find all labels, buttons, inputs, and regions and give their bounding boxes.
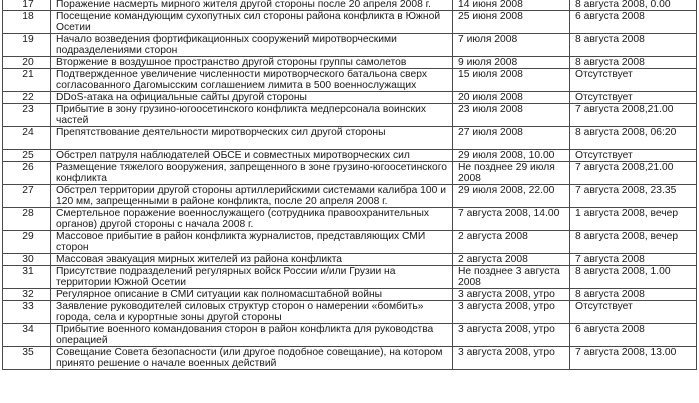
table-row <box>3 104 697 127</box>
start-date: 23 июля 2008 <box>453 104 570 127</box>
table-row <box>3 69 697 92</box>
end-date: Отсутствует <box>570 92 697 104</box>
start-date: 3 августа 2008, утро <box>453 289 570 301</box>
end-date: 1 августа 2008, вечер <box>570 208 697 231</box>
start-date: Не позднее 3 августа 2008 <box>453 266 570 289</box>
row-number: 19 <box>3 34 51 57</box>
end-date: 8 августа 2008 <box>570 34 697 57</box>
event-description: Массовая эвакуация мирных жителей из района конфликта <box>51 254 453 266</box>
row-number: 17 <box>3 0 51 11</box>
end-date: 8 августа 2008, 06:20 <box>570 127 697 150</box>
table-row <box>3 0 697 11</box>
row-number: 27 <box>3 185 51 208</box>
events-table <box>2 0 697 370</box>
start-date: 29 июля 2008, 22.00 <box>453 185 570 208</box>
end-date: 8 августа 2008, 1.00 <box>570 266 697 289</box>
table-row <box>3 162 697 185</box>
table-row <box>3 324 697 347</box>
start-date: 2 августа 2008 <box>453 254 570 266</box>
row-number: 21 <box>3 69 51 92</box>
start-date: 3 августа 2008, утро <box>453 301 570 324</box>
row-number: 20 <box>3 57 51 69</box>
end-date: 7 августа 2008, 23.35 <box>570 185 697 208</box>
event-description: Заявление руководителей силовых структур сторон о намерении «бомбить» города, села и курортные зоны другой стороны <box>51 301 453 324</box>
row-number: 29 <box>3 231 51 254</box>
end-date: 8 августа 2008, 0.00 <box>570 0 697 11</box>
row-number: 30 <box>3 254 51 266</box>
table-row <box>3 92 697 104</box>
event-description: Обстрел патруля наблюдателей ОБСЕ и совместных миротворческих сил <box>51 150 453 162</box>
table-row <box>3 289 697 301</box>
start-date: 15 июля 2008 <box>453 69 570 92</box>
event-description: Регулярное описание в СМИ ситуации как полномасштабной войны <box>51 289 453 301</box>
start-date: 20 июля 2008 <box>453 92 570 104</box>
table-body <box>3 0 697 370</box>
end-date: 8 августа 2008 <box>570 57 697 69</box>
table-row <box>3 231 697 254</box>
table-row <box>3 127 697 150</box>
start-date: 25 июня 2008 <box>453 11 570 34</box>
end-date: 7 августа 2008, 13.00 <box>570 347 697 370</box>
event-description: Препятствование деятельности миротворческих сил другой стороны <box>51 127 453 150</box>
start-date: 9 июля 2008 <box>453 57 570 69</box>
row-number: 32 <box>3 289 51 301</box>
start-date: 27 июля 2008 <box>453 127 570 150</box>
table-row <box>3 254 697 266</box>
start-date: Не позднее 29 июля 2008 <box>453 162 570 185</box>
row-number: 28 <box>3 208 51 231</box>
event-description: Размещение тяжелого вооружения, запрещенного в зоне грузино-югоосетинского конфликта <box>51 162 453 185</box>
start-date: 3 августа 2008, утро <box>453 347 570 370</box>
row-number: 26 <box>3 162 51 185</box>
event-description: Вторжение в воздушное пространство другой стороны группы самолетов <box>51 57 453 69</box>
event-description: Поражение насмерть мирного жителя другой стороны после 20 апреля 2008 г. <box>51 0 453 11</box>
table-row <box>3 347 697 370</box>
event-description: Прибытие в зону грузино-югоосетинского конфликта медперсонала воинских частей <box>51 104 453 127</box>
event-description: Прибытие военного командования сторон в район конфликта для руководства операцией <box>51 324 453 347</box>
event-description: Обстрел территории другой стороны артиллерийскими системами калибра 100 и 120 мм, запрещенными в районе конфликта, после 20 апреля 2008 г. <box>51 185 453 208</box>
start-date: 3 августа 2008, утро <box>453 324 570 347</box>
table-row <box>3 34 697 57</box>
end-date: 7 августа 2008,21.00 <box>570 162 697 185</box>
end-date: Отсутствует <box>570 150 697 162</box>
table-row <box>3 301 697 324</box>
row-number: 25 <box>3 150 51 162</box>
event-description: Массовое прибытие в район конфликта журналистов, представляющих СМИ сторон <box>51 231 453 254</box>
table-row <box>3 57 697 69</box>
event-description: Совещание Совета безопасности (или другое подобное совещание), на котором принято решение о начале военных действий <box>51 347 453 370</box>
row-number: 22 <box>3 92 51 104</box>
event-description: Начало возведения фортификационных сооружений миротворческими подразделениями сторон <box>51 34 453 57</box>
end-date: 8 августа 2008, вечер <box>570 231 697 254</box>
row-number: 18 <box>3 11 51 34</box>
end-date: 6 августа 2008 <box>570 324 697 347</box>
end-date: Отсутствует <box>570 301 697 324</box>
event-description: Посещение командующим сухопутных сил стороны района конфликта в Южной Осетии <box>51 11 453 34</box>
end-date: 6 августа 2008 <box>570 11 697 34</box>
start-date: 29 июля 2008, 10.00 <box>453 150 570 162</box>
row-number: 35 <box>3 347 51 370</box>
end-date: 8 августа 2008 <box>570 289 697 301</box>
start-date: 7 августа 2008, 14.00 <box>453 208 570 231</box>
row-number: 31 <box>3 266 51 289</box>
row-number: 23 <box>3 104 51 127</box>
event-description: Смертельное поражение военнослужащего (сотрудника правоохранительных органов) другой стороны с начала 2008 г. <box>51 208 453 231</box>
start-date: 2 августа 2008 <box>453 231 570 254</box>
event-description: DDoS-атака на официальные сайты другой стороны <box>51 92 453 104</box>
end-date: 7 августа 2008,21.00 <box>570 104 697 127</box>
table-row <box>3 185 697 208</box>
end-date: Отсутствует <box>570 69 697 92</box>
table-row <box>3 266 697 289</box>
row-number: 24 <box>3 127 51 150</box>
table-row <box>3 208 697 231</box>
start-date: 14 июня 2008 <box>453 0 570 11</box>
event-description: Подтвержденное увеличение численности миротворческого батальона сверх согласованного Дагомысским соглашением лимита в 500 военнослужащих <box>51 69 453 92</box>
start-date: 7 июля 2008 <box>453 34 570 57</box>
row-number: 33 <box>3 301 51 324</box>
table-row <box>3 150 697 162</box>
event-description: Присутствие подразделений регулярных войск России и/или Грузии на территории Южной Осетии <box>51 266 453 289</box>
end-date: 7 августа 2008 <box>570 254 697 266</box>
table-row <box>3 11 697 34</box>
row-number: 34 <box>3 324 51 347</box>
